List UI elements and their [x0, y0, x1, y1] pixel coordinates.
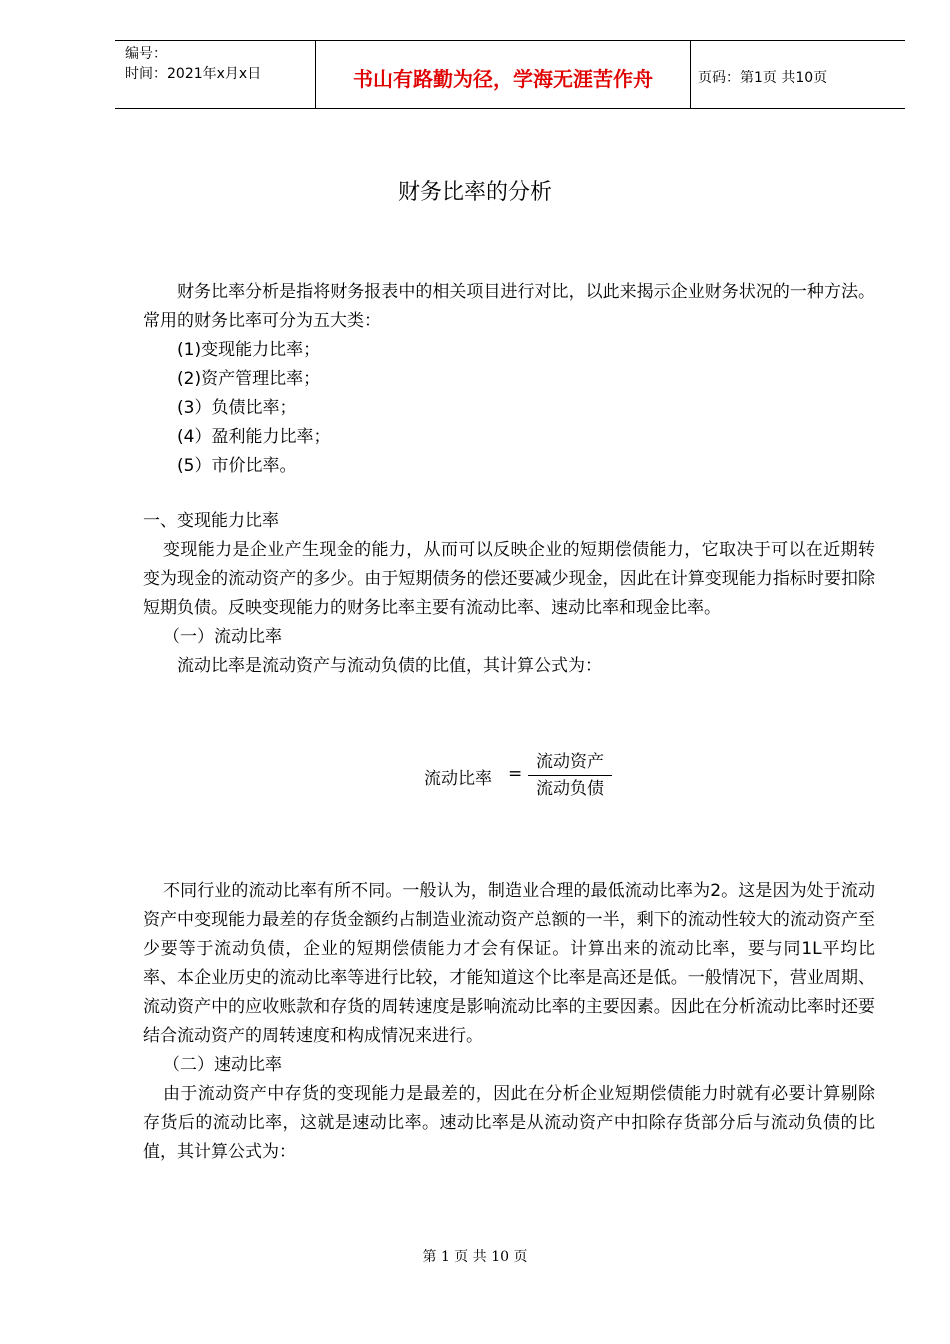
section1-continued-block — [143, 877, 875, 1167]
formula-fraction — [528, 750, 612, 801]
header-motto-cell — [315, 41, 691, 108]
subsection2-heading: （二）速动比率 — [163, 1055, 282, 1075]
formula-numerator: 流动资产 — [536, 752, 604, 772]
page-header — [115, 40, 905, 109]
section1-block — [143, 507, 875, 681]
subsection1-paragraph-1: 流动比率是流动资产与流动负债的比值，其计算公式为： — [177, 656, 602, 676]
section1-paragraph: 变现能力是企业产生现金的能力，从而可以反映企业的短期偿债能力，它取决于可以在近期转变为现金的流动资产的多少。由于短期债务的偿还要减少现金，因此在计算变现能力指标时要扣除短期负债。反映变现能力的财务比率主要有流动比率、速动比率和现金比率。 — [143, 540, 875, 618]
formula-fraction-bar — [528, 775, 612, 776]
intro-list-item-1: (1)变现能力比率； — [177, 340, 321, 360]
header-right-cell — [690, 41, 905, 108]
formula-denominator: 流动负债 — [536, 779, 604, 799]
intro-paragraph: 财务比率分析是指将财务报表中的相关项目进行对比，以此来揭示企业财务状况的一种方法。常用的财务比率可分为五大类： — [143, 282, 875, 331]
header-page-label: 页码：第1页 共10页 — [698, 70, 828, 86]
intro-list-item-5: (5）市价比率。 — [177, 456, 297, 476]
intro-list-item-2: (2)资产管理比率； — [177, 369, 321, 389]
formula-lhs: 流动比率 — [424, 769, 492, 789]
intro-list-item-4: (4）盈利能力比率； — [177, 427, 331, 447]
section1-heading: 一、变现能力比率 — [143, 511, 279, 531]
subsection1-paragraph-2: 不同行业的流动比率有所不同。一般认为，制造业合理的最低流动比率为2。这是因为处于流动资产中变现能力最差的存货金额约占制造业流动资产总额的一半，剩下的流动性较大的流动资产至少要等于流动负债，企业的短期偿债能力才会有保证。计算出来的流动比率，要与同1L平均比率、本企业历史的流动比率等进行比较，才能知道这个比率是高还是低。一般情况下，营业周期、流动资产中的应收账款和存货的周转速度是影响流动比率的主要因素。因此在分析流动比率时还要结合流动资产的周转速度和构成情况来进行。 — [143, 881, 875, 1046]
intro-list-item-3: (3）负债比率； — [177, 398, 297, 418]
page-footer: 第 1 页 共 10 页 — [422, 1249, 528, 1265]
header-left-cell — [115, 41, 315, 108]
intro-block — [143, 278, 875, 481]
formula-equals: = — [508, 764, 523, 784]
header-motto: 书山有路勤为径，学海无涯苦作舟 — [353, 67, 653, 91]
header-number-label: 编号： — [125, 46, 167, 62]
header-time-label: 时间：2021年x月x日 — [125, 66, 262, 82]
subsection2-paragraph-1: 由于流动资产中存货的变现能力是最差的，因此在分析企业短期偿债能力时就有必要计算剔除存货后的流动比率，这就是速动比率。速动比率是从流动资产中扣除存货部分后与流动负债的比值，其计算公式为： — [143, 1084, 875, 1162]
document-title: 财务比率的分析 — [397, 180, 552, 205]
subsection1-heading: （一）流动比率 — [163, 627, 282, 647]
